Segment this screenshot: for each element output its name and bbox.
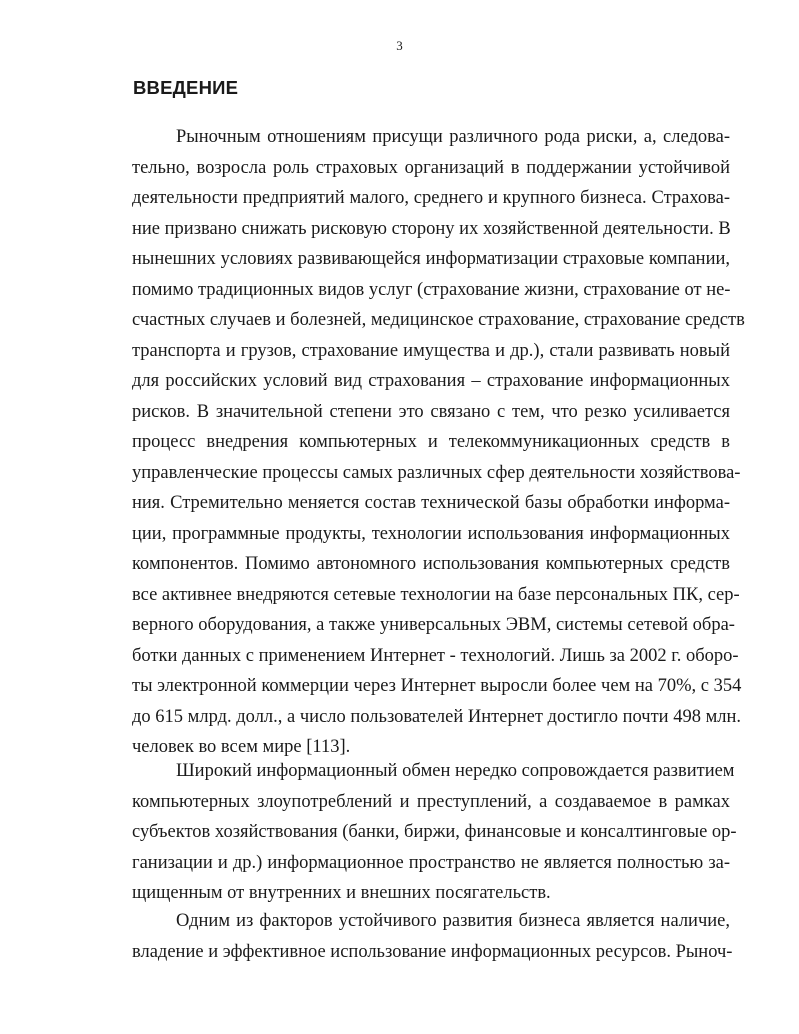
text-line: компонентов. Помимо автономного использования компьютерных средств <box>132 554 730 574</box>
text-line: ты электронной коммерции через Интернет выросли более чем на 70%, с 354 <box>132 676 742 696</box>
text-line: транспорта и грузов, страхование имущества и др.), стали развивать новый <box>132 340 730 361</box>
section-heading: ВВЕДЕНИЕ <box>133 77 239 98</box>
text-line: до 615 млрд. долл., а число пользователей Интернет достигло почти 498 млн. <box>132 706 742 727</box>
text-line: процесс внедрения компьютерных и телекоммуникационных средств в <box>132 432 730 452</box>
text-line: верного оборудования, а также универсальных ЭВМ, системы сетевой обра- <box>132 615 735 635</box>
page-number: 3 <box>396 38 403 53</box>
text-line: ние призвано снижать рисковую сторону их хозяйственной деятельности. В <box>132 218 731 239</box>
text-line: человек во всем мире [113]. <box>132 737 351 757</box>
text-line: рисков. В значительной степени это связано с тем, что резко усиливается <box>132 401 730 422</box>
text-line: Широкий информационный обмен нередко сопровождается развитием <box>176 761 735 781</box>
text-line: управленческие процессы самых различных сфер деятельности хозяйствова- <box>132 462 741 483</box>
text-line: нынешних условиях развивающейся информатизации страховые компании, <box>132 249 730 269</box>
paragraph-3 <box>132 906 733 967</box>
text-line: щищенным от внутренних и внешних посягательств. <box>132 883 551 903</box>
paragraph-2 <box>132 756 737 909</box>
text-line: ния. Стремительно меняется состав технической базы обработки информа- <box>132 493 730 513</box>
text-line: ганизации и др.) информационное пространство не является полностью за- <box>132 852 730 873</box>
paragraph-1 <box>132 122 745 763</box>
text-line: ботки данных с применением Интернет - технологий. Лишь за 2002 г. оборо- <box>132 645 739 666</box>
text-line: помимо традиционных видов услуг (страхование жизни, страхование от не- <box>132 279 731 300</box>
text-line: тельно, возросла роль страховых организаций в поддержании устойчивой <box>132 157 730 178</box>
text-line: Рыночным отношениям присущи различного рода риски, а, следова- <box>176 127 730 147</box>
text-line: компьютерных злоупотреблений и преступлений, а создаваемое в рамках <box>132 791 730 812</box>
text-line: все активнее внедряются сетевые технологии на базе персональных ПК, сер- <box>132 584 740 605</box>
text-line: для российских условий вид страхования – страхование информационных <box>132 371 730 391</box>
text-line: деятельности предприятий малого, среднего и крупного бизнеса. Страхова- <box>132 188 730 208</box>
text-line: владение и эффективное использование информационных ресурсов. Рыноч- <box>132 941 733 962</box>
text-line: ции, программные продукты, технологии использования информационных <box>132 523 730 544</box>
text-line: Одним из факторов устойчивого развития бизнеса является наличие, <box>176 911 730 931</box>
text-line: счастных случаев и болезней, медицинское страхование, страхование средств <box>132 310 745 330</box>
text-line: субъектов хозяйствования (банки, биржи, финансовые и консалтинговые ор- <box>132 822 737 842</box>
